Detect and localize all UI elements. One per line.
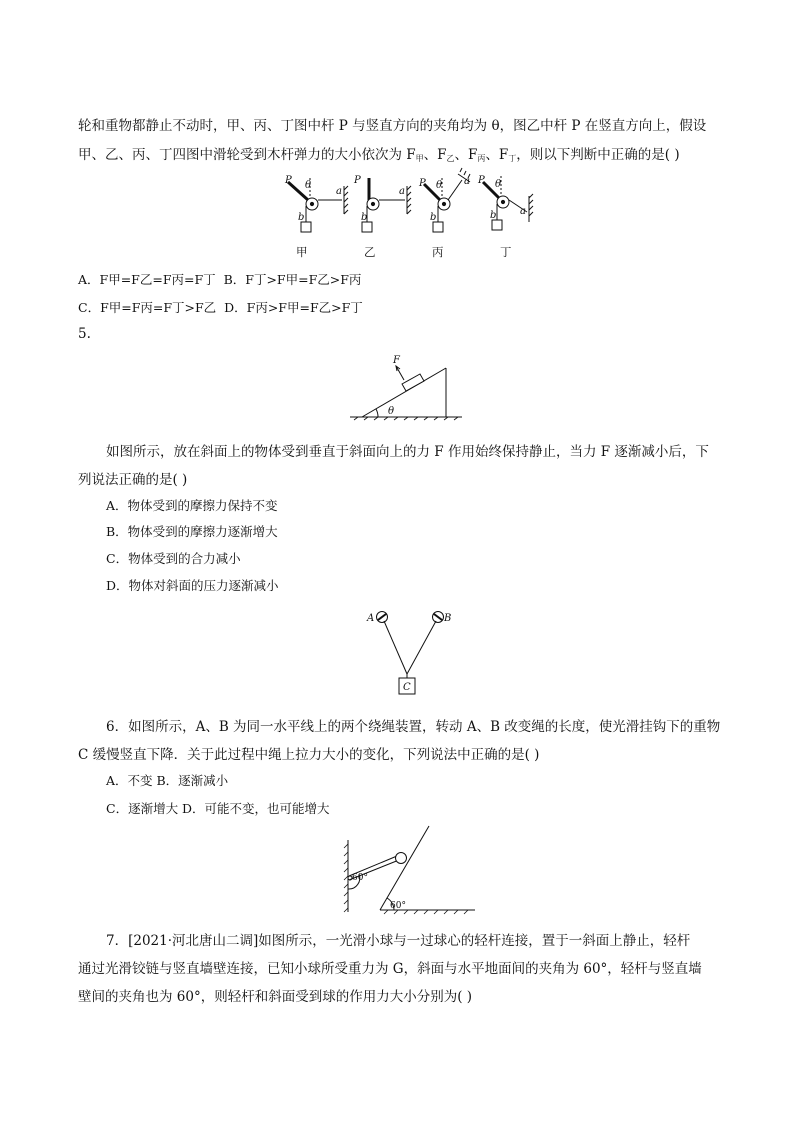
pulley-diagram-ding: [483, 176, 533, 230]
q4-stem-line1: 轮和重物都静止不动时，甲、丙、丁图中杆 P 与竖直方向的夹角均为 θ，图乙中杆 P 在竖直方向上，假设: [78, 118, 707, 134]
q7-stem-line3: 壁间的夹角也为 60°，则轻杆和斜面受到球的作用力大小分别为( ): [78, 989, 473, 1005]
q5-option-b: B．物体受到的摩擦力逐渐增大: [106, 524, 278, 539]
q5-option-c: C．物体受到的合力减小: [106, 551, 241, 566]
svg-text:a: a: [336, 186, 342, 197]
q6-rope-figure: [366, 608, 456, 698]
svg-text:θ: θ: [388, 406, 395, 417]
q5-option-a: A．物体受到的摩擦力保持不变: [106, 498, 278, 513]
fig-label-jia: 甲: [296, 245, 308, 259]
svg-text:b: b: [361, 212, 368, 223]
svg-text:θ: θ: [495, 179, 502, 190]
svg-text:a: a: [520, 206, 526, 217]
svg-text:θ: θ: [305, 180, 312, 191]
svg-text:B: B: [444, 613, 452, 624]
q6-stem-line2: C 缓慢竖直下降．关于此过程中绳上拉力大小的变化，下列说法中正确的是( ): [78, 747, 540, 763]
q6-options-row1: A．不变 B．逐渐减小: [106, 773, 229, 788]
q5-option-d: D．物体对斜面的压力逐渐减小: [106, 578, 279, 593]
q4-options-row2: [78, 298, 363, 316]
q4-options-row1: [78, 270, 361, 288]
q6-options-row2: C．逐渐增大 D．可能不变，也可能增大: [106, 801, 330, 816]
svg-text:P: P: [478, 175, 485, 186]
q5-number: 5.: [78, 326, 91, 342]
svg-text:P: P: [354, 175, 361, 186]
svg-text:C: C: [403, 682, 411, 693]
svg-text:θ: θ: [436, 180, 443, 191]
svg-text:b: b: [430, 212, 437, 223]
svg-text:a: a: [399, 186, 405, 197]
q4-option-c: C．F甲=F丙=F丁>F乙: [78, 300, 217, 315]
svg-text:F: F: [393, 355, 400, 366]
q7-wall-rod-figure: [340, 822, 480, 914]
q6-stem-line1: 6．如图所示，A、B 为同一水平线上的两个绕绳装置，转动 A、B 改变绳的长度，使光滑挂钩下的重物: [106, 719, 721, 735]
svg-text:60°: 60°: [352, 873, 368, 883]
svg-text:P: P: [419, 178, 426, 189]
q4-option-d: D．F丙>F甲=F乙>F丁: [224, 300, 363, 315]
svg-text:60°: 60°: [390, 901, 406, 911]
q4-stem-line2: 甲、乙、丙、丁四图中滑轮受到木杆弹力的大小依次为 $F_甲$、$F_乙$、$F_丙$、$F_丁$，则以下判断中正确的是( ): [78, 147, 680, 163]
svg-text:a: a: [464, 176, 470, 187]
svg-text:P: P: [285, 175, 292, 186]
q5-stem-line1: 如图所示，放在斜面上的物体受到垂直于斜面向上的力 F 作用始终保持静止，当力 F 逐渐减小后，下: [106, 444, 709, 460]
svg-text:A: A: [367, 613, 375, 624]
q7-stem-line2: 通过光滑铰链与竖直墙壁连接，已知小球所受重力为 G，斜面与水平地面间的夹角为 60°，轻杆与竖直墙: [78, 961, 702, 977]
svg-text:b: b: [298, 212, 305, 223]
q5-stem-line2: 列说法正确的是( ): [78, 472, 188, 488]
q5-incline-figure: [350, 350, 470, 420]
q4-option-a: A．F甲=F乙=F丙=F丁: [78, 272, 216, 287]
fig-label-bing: 丙: [432, 245, 444, 259]
fig-label-yi: 乙: [364, 245, 376, 259]
fig-label-ding: 丁: [500, 245, 512, 259]
q4-option-b: B．F丁>F甲=F乙>F丙: [223, 272, 362, 287]
q7-stem-line1: 7．[2021·河北唐山二调]如图所示，一光滑小球与一过球心的轻杆连接，置于一斜面上静止，轻杆: [106, 933, 691, 949]
svg-text:b: b: [490, 210, 497, 221]
